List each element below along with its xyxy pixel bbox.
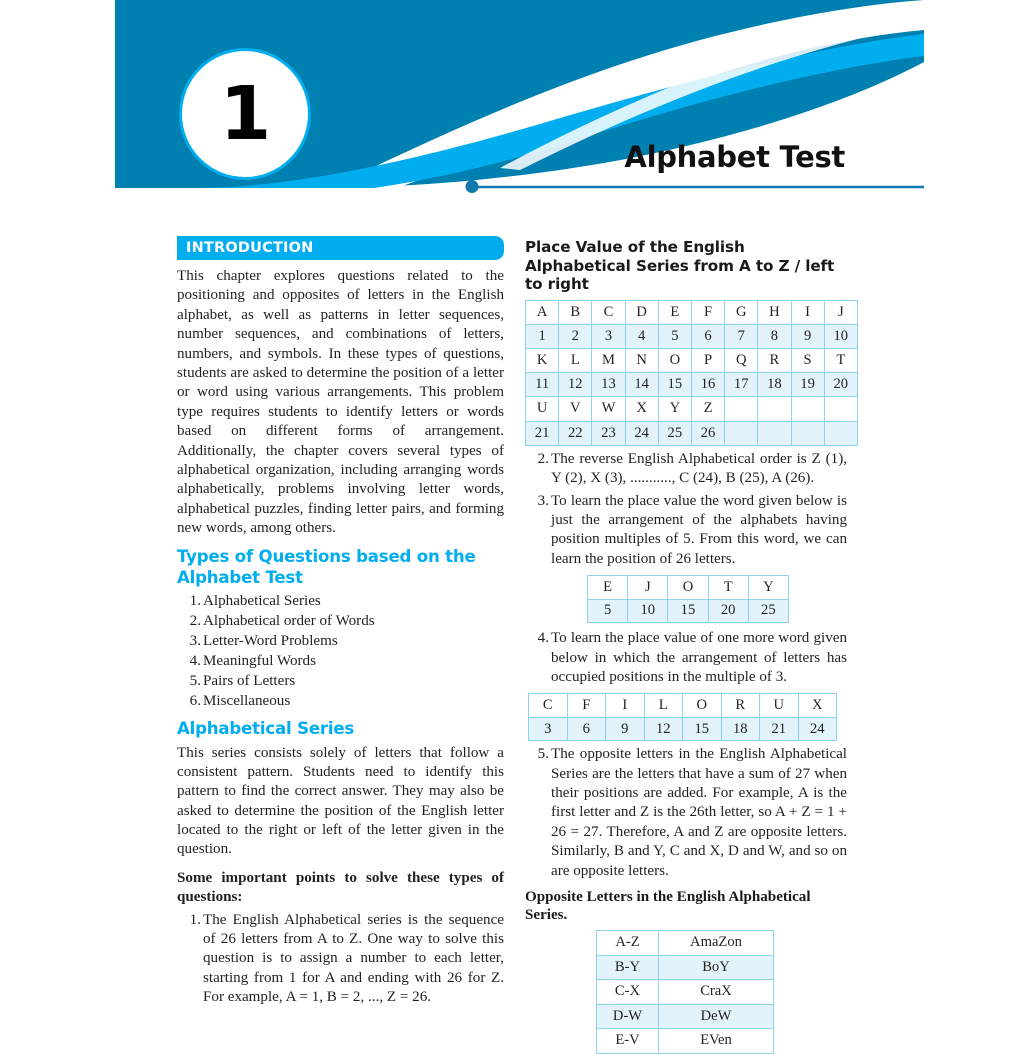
list-item-number: 5. bbox=[189, 672, 201, 689]
table-cell: 12 bbox=[644, 717, 683, 741]
table-cell: J bbox=[824, 300, 857, 324]
table-cell: 15 bbox=[658, 373, 691, 397]
list-item bbox=[177, 612, 504, 631]
table-row bbox=[526, 373, 858, 397]
table-cell: C bbox=[529, 694, 568, 718]
table-cell: 21 bbox=[526, 421, 559, 445]
list-item-number: 6. bbox=[189, 692, 201, 709]
list-item bbox=[525, 629, 847, 687]
multiples-of-three-table bbox=[528, 693, 837, 741]
opposite-pair-cell: B-Y bbox=[597, 955, 659, 980]
list-item-label: To learn the place value of one more word given below in which the arrangement of letters has occupied positions in the multiple of 3. bbox=[551, 630, 847, 685]
point-3-list bbox=[525, 492, 847, 570]
opposite-pair-cell: A-Z bbox=[597, 931, 659, 956]
left-column bbox=[177, 236, 504, 1010]
table-row bbox=[529, 694, 837, 718]
introduction-banner-label: INTRODUCTION bbox=[186, 240, 314, 256]
opposite-word-cell: CraX bbox=[659, 980, 774, 1005]
table-cell: 5 bbox=[658, 324, 691, 348]
table-cell: F bbox=[567, 694, 606, 718]
table-row bbox=[597, 1004, 774, 1029]
table-cell: 6 bbox=[691, 324, 724, 348]
table-cell: N bbox=[625, 349, 658, 373]
table-cell: 25 bbox=[748, 599, 788, 623]
alphabet-place-value-table bbox=[525, 300, 858, 446]
table-cell: 9 bbox=[791, 324, 824, 348]
table-cell: A bbox=[526, 300, 559, 324]
table-row bbox=[526, 397, 858, 421]
table-cell: 10 bbox=[628, 599, 668, 623]
table-cell: Y bbox=[658, 397, 691, 421]
table-cell: 15 bbox=[668, 599, 708, 623]
list-item-label: Alphabetical order of Words bbox=[203, 613, 375, 630]
table-cell: 18 bbox=[758, 373, 791, 397]
table-cell: M bbox=[592, 349, 625, 373]
list-item-label: Pairs of Letters bbox=[203, 672, 296, 689]
table-cell: Q bbox=[725, 349, 758, 373]
table-cell: U bbox=[760, 694, 799, 718]
opposite-letters-table bbox=[596, 930, 774, 1054]
opposite-letters-heading: Opposite Letters in the English Alphabetical Series. bbox=[525, 889, 811, 924]
table-row bbox=[526, 349, 858, 373]
table-cell: B bbox=[559, 300, 592, 324]
table-cell: 18 bbox=[721, 717, 760, 741]
table-cell bbox=[725, 421, 758, 445]
table-cell: S bbox=[791, 349, 824, 373]
table-row bbox=[597, 955, 774, 980]
table-cell: 1 bbox=[526, 324, 559, 348]
place-value-heading: Place Value of the English Alphabetical Series from A to Z / left to right bbox=[525, 238, 835, 294]
page-header-banner bbox=[0, 0, 1024, 200]
table-cell: 20 bbox=[708, 599, 748, 623]
table-cell: 13 bbox=[592, 373, 625, 397]
list-item-number: 4. bbox=[189, 652, 201, 669]
table-row bbox=[526, 300, 858, 324]
table-cell bbox=[791, 397, 824, 421]
list-item-label: The English Alphabetical series is the sequence of 26 letters from A to Z. One way to solve this question is to assign a number to each letter, starting from 1 for A and ending with 26 for Z. For example, A = 1, B = 2, ..., Z = 26. bbox=[203, 911, 504, 1006]
list-item bbox=[177, 632, 504, 651]
table-cell: E bbox=[588, 576, 628, 600]
point-2-list bbox=[525, 450, 847, 489]
table-cell bbox=[824, 397, 857, 421]
introduction-banner bbox=[177, 236, 504, 260]
opposite-word-cell: BoY bbox=[659, 955, 774, 980]
table-cell: I bbox=[606, 694, 645, 718]
list-item bbox=[177, 692, 504, 711]
table-cell: 10 bbox=[824, 324, 857, 348]
table-cell: 17 bbox=[725, 373, 758, 397]
table-cell: X bbox=[625, 397, 658, 421]
table-cell: L bbox=[644, 694, 683, 718]
header-wave-graphic bbox=[0, 0, 1024, 200]
table-cell: 5 bbox=[588, 599, 628, 623]
table-cell bbox=[758, 421, 791, 445]
table-cell: 20 bbox=[824, 373, 857, 397]
table-cell: 6 bbox=[567, 717, 606, 741]
table-cell: I bbox=[791, 300, 824, 324]
table-cell: O bbox=[668, 576, 708, 600]
table-row bbox=[588, 576, 789, 600]
table-cell: U bbox=[526, 397, 559, 421]
list-item-label: Alphabetical Series bbox=[203, 593, 321, 610]
point-4-list bbox=[525, 629, 847, 687]
list-item bbox=[525, 745, 847, 881]
alphabetical-series-heading: Alphabetical Series bbox=[177, 719, 355, 739]
list-item-label: The reverse English Alphabetical order is Z (1), Y (2), X (3), ..........., C (24), B (25), A (26). bbox=[551, 450, 847, 487]
table-cell: 15 bbox=[683, 717, 722, 741]
table-row bbox=[526, 324, 858, 348]
table-cell bbox=[725, 397, 758, 421]
table-cell: 26 bbox=[691, 421, 724, 445]
table-cell: 12 bbox=[559, 373, 592, 397]
table-cell: 25 bbox=[658, 421, 691, 445]
table-cell: R bbox=[758, 349, 791, 373]
table-cell: 21 bbox=[760, 717, 799, 741]
list-item-label: Miscellaneous bbox=[203, 692, 291, 709]
list-item-number: 2. bbox=[189, 613, 201, 630]
table-cell: 14 bbox=[625, 373, 658, 397]
table-row bbox=[597, 980, 774, 1005]
table-cell: 7 bbox=[725, 324, 758, 348]
table-cell: T bbox=[824, 349, 857, 373]
table-cell: 22 bbox=[559, 421, 592, 445]
table-cell bbox=[824, 421, 857, 445]
list-item-number: 3. bbox=[189, 633, 201, 650]
types-of-questions-heading: Types of Questions based on the Alphabet Test bbox=[177, 547, 476, 587]
table-cell: E bbox=[658, 300, 691, 324]
introduction-paragraph: This chapter explores questions related to the positioning and opposites of letters in the English alphabet, as well as patterns in letter sequences, number sequences, and combinations of letters, numbers, and symbols. In these types of questions, students are asked to determine the position of a letter or word using various arrangements. This problem type requires students to identify letters or words based on different forms of arrangement. Additionally, the chapter covers several types of alphabetical organization, including arranging words alphabetically, problems involving letter words, alphabetical puzzles, finding letter pairs, and forming new words, among others. bbox=[177, 268, 504, 537]
right-column bbox=[525, 238, 847, 1054]
list-item-label: Letter-Word Problems bbox=[203, 633, 338, 650]
table-cell: 24 bbox=[798, 717, 837, 741]
table-cell: R bbox=[721, 694, 760, 718]
table-cell: 24 bbox=[625, 421, 658, 445]
table-cell: O bbox=[683, 694, 722, 718]
table-cell: Y bbox=[748, 576, 788, 600]
opposite-pair-cell: D-W bbox=[597, 1004, 659, 1029]
opposite-pair-cell: E-V bbox=[597, 1029, 659, 1054]
types-of-questions-list bbox=[177, 592, 504, 711]
table-cell: O bbox=[658, 349, 691, 373]
table-cell: G bbox=[725, 300, 758, 324]
table-cell: 2 bbox=[559, 324, 592, 348]
table-cell: T bbox=[708, 576, 748, 600]
list-item bbox=[177, 911, 504, 1008]
list-item-number: 1. bbox=[189, 593, 201, 610]
table-row bbox=[597, 931, 774, 956]
opposite-word-cell: DeW bbox=[659, 1004, 774, 1029]
list-item-number: 2. bbox=[537, 450, 549, 467]
list-item-number: 5. bbox=[537, 746, 549, 763]
list-item bbox=[525, 492, 847, 570]
list-item bbox=[177, 592, 504, 611]
table-cell: L bbox=[559, 349, 592, 373]
list-item-label: Meaningful Words bbox=[203, 652, 316, 669]
list-item-number: 3. bbox=[537, 492, 549, 509]
table-cell: D bbox=[625, 300, 658, 324]
table-cell bbox=[758, 397, 791, 421]
table-cell: X bbox=[798, 694, 837, 718]
table-cell: C bbox=[592, 300, 625, 324]
table-cell: 19 bbox=[791, 373, 824, 397]
important-points-list bbox=[177, 911, 504, 1008]
list-item-label: To learn the place value the word given below is just the arrangement of the alphabets having position multiples of 5. From this word, we can learn the position of 26 letters. bbox=[551, 492, 847, 567]
table-cell: 8 bbox=[758, 324, 791, 348]
table-cell: P bbox=[691, 349, 724, 373]
list-item-number: 1. bbox=[189, 911, 201, 928]
title-rule-dot bbox=[466, 180, 479, 193]
multiples-of-five-table bbox=[587, 575, 789, 623]
chapter-number: 1 bbox=[219, 71, 271, 157]
table-cell: 9 bbox=[606, 717, 645, 741]
point-5-list bbox=[525, 745, 847, 881]
table-cell: 3 bbox=[592, 324, 625, 348]
table-cell: H bbox=[758, 300, 791, 324]
table-cell: F bbox=[691, 300, 724, 324]
table-cell: Z bbox=[691, 397, 724, 421]
list-item bbox=[177, 652, 504, 671]
opposite-pair-cell: C-X bbox=[597, 980, 659, 1005]
list-item bbox=[177, 672, 504, 691]
opposite-word-cell: AmaZon bbox=[659, 931, 774, 956]
table-row bbox=[588, 599, 789, 623]
table-cell: J bbox=[628, 576, 668, 600]
table-cell: 4 bbox=[625, 324, 658, 348]
table-row bbox=[526, 421, 858, 445]
table-row bbox=[529, 717, 837, 741]
table-cell: W bbox=[592, 397, 625, 421]
table-cell: K bbox=[526, 349, 559, 373]
table-cell: V bbox=[559, 397, 592, 421]
table-cell bbox=[791, 421, 824, 445]
table-row bbox=[597, 1029, 774, 1054]
page-title: Alphabet Test bbox=[624, 140, 845, 174]
list-item bbox=[525, 450, 847, 489]
list-item-label: The opposite letters in the English Alphabetical Series are the letters that have a sum of 27 when their positions are added. For example, A is the first letter and Z is the 26th letter, so A + Z = 1 + 26 = 27. Therefore, A and Z are opposite letters. Similarly, B and Y, C and X, D and W, and so on are opposite letters. bbox=[551, 746, 847, 879]
opposite-word-cell: EVen bbox=[659, 1029, 774, 1054]
table-cell: 16 bbox=[691, 373, 724, 397]
table-cell: 11 bbox=[526, 373, 559, 397]
table-cell: 3 bbox=[529, 717, 568, 741]
important-points-lead: Some important points to solve these types of questions: bbox=[177, 869, 504, 906]
table-cell: 23 bbox=[592, 421, 625, 445]
alphabetical-series-paragraph: This series consists solely of letters that follow a consistent pattern. Students need to identify this pattern to find the correct answer. They may also be asked to determine the position of the English letter located to the right or left of the letter given in the question. bbox=[177, 744, 504, 858]
list-item-number: 4. bbox=[537, 630, 549, 647]
